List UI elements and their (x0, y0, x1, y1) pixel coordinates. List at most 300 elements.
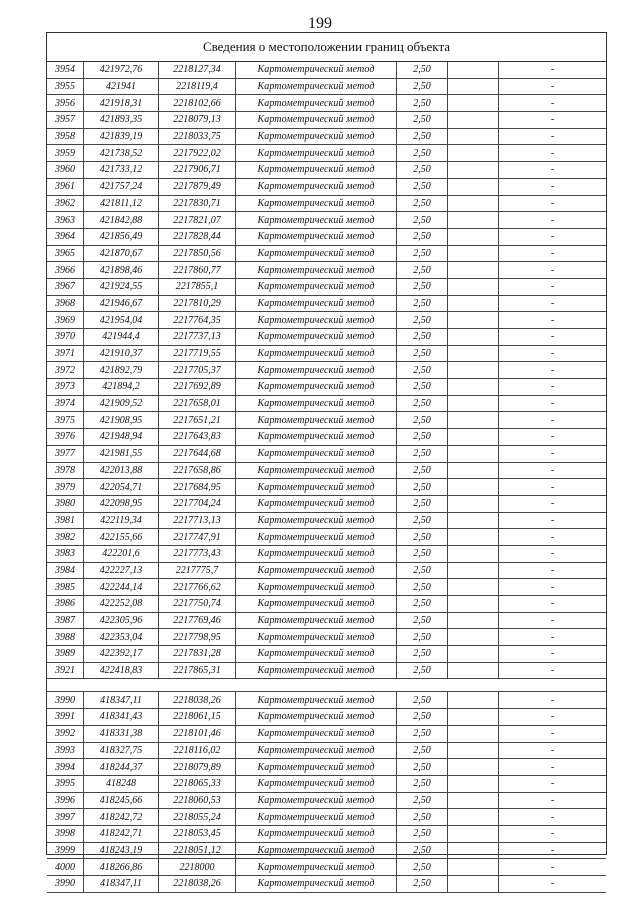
table-cell: - (499, 709, 607, 726)
table-cell: - (499, 262, 607, 279)
table-cell: 2,50 (397, 329, 448, 346)
table-cell: 2,50 (397, 445, 448, 462)
table-cell: 2,50 (397, 62, 448, 78)
table-cell: 3959 (47, 145, 84, 162)
table-cell: 2,50 (397, 379, 448, 396)
table-cell: 2,50 (397, 775, 448, 792)
table-cell: 2217705,37 (159, 362, 236, 379)
table-cell: Картометрический метод (236, 562, 397, 579)
table-cell: 3956 (47, 95, 84, 112)
table-cell: Картометрический метод (236, 379, 397, 396)
table-cell: 421870,67 (84, 245, 159, 262)
table-cell (448, 495, 499, 512)
table-cell: - (499, 412, 607, 429)
table-cell (448, 825, 499, 842)
table-row (47, 742, 606, 759)
table-cell: 3995 (47, 775, 84, 792)
table-cell (448, 95, 499, 112)
table-cell: 2,50 (397, 178, 448, 195)
table-cell: 2,50 (397, 646, 448, 663)
table-cell: 2,50 (397, 395, 448, 412)
table-cell: 2,50 (397, 529, 448, 546)
table-cell (448, 462, 499, 479)
table-cell (448, 629, 499, 646)
table-cell: 2,50 (397, 95, 448, 112)
table-cell: 3962 (47, 195, 84, 212)
table-cell: Картометрический метод (236, 646, 397, 663)
table-cell: Картометрический метод (236, 95, 397, 112)
table-cell: 421842,88 (84, 212, 159, 229)
table-cell: 2,50 (397, 709, 448, 726)
table-cell: 3957 (47, 112, 84, 129)
table-cell: Картометрический метод (236, 329, 397, 346)
table-cell: - (499, 445, 607, 462)
table-cell: 418242,71 (84, 825, 159, 842)
table-cell: Картометрический метод (236, 212, 397, 229)
table-cell: 2218033,75 (159, 128, 236, 145)
table-cell: Картометрический метод (236, 345, 397, 362)
table-cell: - (499, 395, 607, 412)
table-cell: 2,50 (397, 228, 448, 245)
table-cell: 2,50 (397, 662, 448, 679)
table-cell: - (499, 162, 607, 179)
table-cell: - (499, 362, 607, 379)
table-cell: 2217798,95 (159, 629, 236, 646)
table-cell: 2217855,1 (159, 278, 236, 295)
table-cell: - (499, 379, 607, 396)
table-cell: 3966 (47, 262, 84, 279)
table-row (47, 112, 606, 129)
table-cell: 422119,34 (84, 512, 159, 529)
table-cell: - (499, 859, 607, 876)
table-cell: - (499, 479, 607, 496)
table-cell: 422305,96 (84, 612, 159, 629)
table-cell: 3971 (47, 345, 84, 362)
table-cell: Картометрический метод (236, 579, 397, 596)
table-cell: 3982 (47, 529, 84, 546)
table-row (47, 278, 606, 295)
table-row (47, 379, 606, 396)
table-cell: 2217850,56 (159, 245, 236, 262)
table-cell (448, 759, 499, 776)
table-cell: 3974 (47, 395, 84, 412)
table-cell: 2,50 (397, 579, 448, 596)
table-cell: Картометрический метод (236, 295, 397, 312)
table-cell: Картометрический метод (236, 629, 397, 646)
table-cell: Картометрический метод (236, 709, 397, 726)
table-cell: - (499, 612, 607, 629)
table-cell (448, 775, 499, 792)
table-cell: - (499, 825, 607, 842)
table-row (47, 145, 606, 162)
table-cell: 3993 (47, 742, 84, 759)
table-cell: - (499, 295, 607, 312)
table-cell: 422098,95 (84, 495, 159, 512)
table-cell: 2218079,13 (159, 112, 236, 129)
table-cell: 2217766,62 (159, 579, 236, 596)
table-cell: 2,50 (397, 612, 448, 629)
table-cell: 422252,08 (84, 596, 159, 613)
table-cell: 2217704,24 (159, 495, 236, 512)
table-cell (448, 596, 499, 613)
table-cell: 2,50 (397, 112, 448, 129)
table-cell: 2218051,12 (159, 842, 236, 859)
table-cell: - (499, 495, 607, 512)
table-cell: 2217810,29 (159, 295, 236, 312)
table-cell: 2,50 (397, 295, 448, 312)
table-row (47, 709, 606, 726)
table-cell: 2217644,68 (159, 445, 236, 462)
table-row (47, 495, 606, 512)
table-cell: Картометрический метод (236, 775, 397, 792)
table-cell: 2,50 (397, 479, 448, 496)
table-cell: 2,50 (397, 562, 448, 579)
table-cell: 3985 (47, 579, 84, 596)
table-cell: - (499, 462, 607, 479)
table-cell: 3987 (47, 612, 84, 629)
table-cell: 2,50 (397, 725, 448, 742)
table-cell: 422418,83 (84, 662, 159, 679)
coordinates-table (47, 62, 606, 893)
table-cell: - (499, 809, 607, 826)
table-cell: Картометрический метод (236, 462, 397, 479)
table-cell: 3978 (47, 462, 84, 479)
table-cell (448, 662, 499, 679)
table-cell: 2,50 (397, 462, 448, 479)
table-cell: 421733,12 (84, 162, 159, 179)
table-row (47, 395, 606, 412)
table-cell (448, 329, 499, 346)
table-row (47, 825, 606, 842)
table-cell: 2217828,44 (159, 228, 236, 245)
page-number: 199 (308, 15, 332, 32)
table-cell: 2217769,46 (159, 612, 236, 629)
table-cell (448, 262, 499, 279)
table-cell: Картометрический метод (236, 278, 397, 295)
table-cell: 2217651,21 (159, 412, 236, 429)
table-row (47, 62, 606, 78)
table-cell: Картометрический метод (236, 859, 397, 876)
table-cell: 418245,66 (84, 792, 159, 809)
table-cell: 2218000 (159, 859, 236, 876)
table-cell: - (499, 545, 607, 562)
table-row (47, 809, 606, 826)
table-cell: - (499, 842, 607, 859)
table-cell: 2217764,35 (159, 312, 236, 329)
table-cell: 2,50 (397, 859, 448, 876)
table-cell: 2,50 (397, 145, 448, 162)
table-cell: 3961 (47, 178, 84, 195)
table-cell (448, 445, 499, 462)
table-cell: 2,50 (397, 312, 448, 329)
table-cell: 2,50 (397, 742, 448, 759)
table-cell: - (499, 759, 607, 776)
table-cell: - (499, 529, 607, 546)
table-cell: 418347,11 (84, 876, 159, 893)
table-cell: 2217922,02 (159, 145, 236, 162)
table-cell: - (499, 429, 607, 446)
table-cell: - (499, 62, 607, 78)
table-cell: 2218053,45 (159, 825, 236, 842)
table-row (47, 345, 606, 362)
table-cell: 2,50 (397, 195, 448, 212)
table-cell: - (499, 775, 607, 792)
table-cell (448, 278, 499, 295)
table-cell: - (499, 742, 607, 759)
table-cell: Картометрический метод (236, 145, 397, 162)
table-cell: 3958 (47, 128, 84, 145)
table-cell: 3983 (47, 545, 84, 562)
table-cell: Картометрический метод (236, 742, 397, 759)
table-cell: 2,50 (397, 212, 448, 229)
table-cell (448, 178, 499, 195)
table-cell: 2,50 (397, 692, 448, 709)
table-cell: Картометрический метод (236, 112, 397, 129)
table-cell (448, 112, 499, 129)
table-cell: 2217879,49 (159, 178, 236, 195)
section-title: Сведения о местоположении границ объекта (47, 33, 606, 62)
table-cell: 421757,24 (84, 178, 159, 195)
table-cell: 3979 (47, 479, 84, 496)
table-cell: 418327,75 (84, 742, 159, 759)
table-row (47, 662, 606, 679)
table-cell: 3999 (47, 842, 84, 859)
table-cell: 2218038,26 (159, 876, 236, 893)
table-cell: 2217821,07 (159, 212, 236, 229)
table-cell: Картометрический метод (236, 245, 397, 262)
table-row (47, 579, 606, 596)
table-cell: 2,50 (397, 809, 448, 826)
table-cell: Картометрический метод (236, 792, 397, 809)
table-cell: - (499, 78, 607, 95)
table-cell: 422227,13 (84, 562, 159, 579)
table-cell: 2217906,71 (159, 162, 236, 179)
table-row (47, 329, 606, 346)
table-cell: Картометрический метод (236, 479, 397, 496)
table-cell: 3963 (47, 212, 84, 229)
table-cell: 2,50 (397, 876, 448, 893)
table-cell: Картометрический метод (236, 128, 397, 145)
table-cell: 421908,95 (84, 412, 159, 429)
table-cell: 418243,19 (84, 842, 159, 859)
table-cell: 3960 (47, 162, 84, 179)
boundary-table-frame (46, 32, 607, 890)
table-cell: - (499, 145, 607, 162)
table-row (47, 545, 606, 562)
table-cell (448, 842, 499, 859)
table-cell: 2218061,15 (159, 709, 236, 726)
table-cell: 2217860,77 (159, 262, 236, 279)
table-cell: 2218038,26 (159, 692, 236, 709)
table-cell: 421898,46 (84, 262, 159, 279)
table-cell: Картометрический метод (236, 228, 397, 245)
table-cell: 2,50 (397, 412, 448, 429)
table-row (47, 759, 606, 776)
table-cell: 421924,55 (84, 278, 159, 295)
table-cell: 421944,4 (84, 329, 159, 346)
table-cell: Картометрический метод (236, 662, 397, 679)
table-row (47, 128, 606, 145)
table-cell: Картометрический метод (236, 495, 397, 512)
table-cell: 2,50 (397, 278, 448, 295)
table-cell: - (499, 629, 607, 646)
table-cell: Картометрический метод (236, 445, 397, 462)
table-cell: 2218102,66 (159, 95, 236, 112)
table-cell (448, 725, 499, 742)
table-row (47, 646, 606, 663)
table-cell: 421954,04 (84, 312, 159, 329)
table-cell: Картометрический метод (236, 612, 397, 629)
table-cell: - (499, 646, 607, 663)
table-cell: 3994 (47, 759, 84, 776)
table-cell: - (499, 195, 607, 212)
table-cell: 418266,86 (84, 859, 159, 876)
table-cell: 2,50 (397, 362, 448, 379)
table-cell (448, 312, 499, 329)
table-cell: - (499, 662, 607, 679)
table-cell: - (499, 579, 607, 596)
table-row (47, 775, 606, 792)
table-cell: 3980 (47, 495, 84, 512)
table-cell: 2,50 (397, 596, 448, 613)
table-row (47, 312, 606, 329)
table-cell (448, 612, 499, 629)
table-cell: 2217830,71 (159, 195, 236, 212)
table-cell (448, 512, 499, 529)
table-cell: 3984 (47, 562, 84, 579)
table-cell: Картометрический метод (236, 759, 397, 776)
table-cell: 2217658,86 (159, 462, 236, 479)
table-cell: 3975 (47, 412, 84, 429)
table-cell: 2,50 (397, 245, 448, 262)
table-cell: 421839,19 (84, 128, 159, 145)
table-cell: 3991 (47, 709, 84, 726)
table-cell: 2,50 (397, 842, 448, 859)
table-row (47, 212, 606, 229)
table-cell: 2218055,24 (159, 809, 236, 826)
table-cell: 3967 (47, 278, 84, 295)
table-cell (448, 646, 499, 663)
table-row (47, 262, 606, 279)
table-cell (448, 295, 499, 312)
table-cell: 421941 (84, 78, 159, 95)
table-cell: - (499, 178, 607, 195)
table-cell: Картометрический метод (236, 178, 397, 195)
table-cell: 422353,04 (84, 629, 159, 646)
table-row (47, 792, 606, 809)
table-cell: 3969 (47, 312, 84, 329)
table-cell: 2217692,89 (159, 379, 236, 396)
table-cell: 2218101,46 (159, 725, 236, 742)
table-cell: 421811,12 (84, 195, 159, 212)
table-cell: 3965 (47, 245, 84, 262)
table-row (47, 228, 606, 245)
table-cell (448, 529, 499, 546)
table-cell: - (499, 278, 607, 295)
table-cell (448, 162, 499, 179)
table-cell: 421893,35 (84, 112, 159, 129)
table-cell (448, 78, 499, 95)
table-row (47, 529, 606, 546)
table-cell: 2218127,34 (159, 62, 236, 78)
table-cell: 421909,52 (84, 395, 159, 412)
table-row (47, 295, 606, 312)
table-cell: 418331,38 (84, 725, 159, 742)
table-cell: 2218079,89 (159, 759, 236, 776)
table-cell (448, 212, 499, 229)
table-cell: 2217713,13 (159, 512, 236, 529)
table-cell: 418248 (84, 775, 159, 792)
table-cell (448, 809, 499, 826)
table-cell: Картометрический метод (236, 429, 397, 446)
table-cell (448, 792, 499, 809)
table-cell: 421910,37 (84, 345, 159, 362)
table-cell: 2,50 (397, 495, 448, 512)
table-row (47, 462, 606, 479)
table-cell: - (499, 725, 607, 742)
table-cell: Картометрический метод (236, 78, 397, 95)
table-cell: 3921 (47, 662, 84, 679)
table-cell: 421946,67 (84, 295, 159, 312)
table-cell (448, 395, 499, 412)
table-cell: 418341,43 (84, 709, 159, 726)
table-cell: 3970 (47, 329, 84, 346)
table-cell: 2,50 (397, 792, 448, 809)
table-cell: - (499, 128, 607, 145)
table-row (47, 596, 606, 613)
table-row (47, 842, 606, 859)
table-cell: 2,50 (397, 162, 448, 179)
table-cell: 2,50 (397, 512, 448, 529)
table-cell: Картометрический метод (236, 395, 397, 412)
table-cell: Картометрический метод (236, 62, 397, 78)
table-cell: 421972,76 (84, 62, 159, 78)
table-cell: - (499, 112, 607, 129)
table-cell: - (499, 312, 607, 329)
table-cell: 421918,31 (84, 95, 159, 112)
table-cell: 2218060,53 (159, 792, 236, 809)
table-cell: 3977 (47, 445, 84, 462)
table-cell: 422155,66 (84, 529, 159, 546)
table-cell: 2217865,31 (159, 662, 236, 679)
table-cell: 2,50 (397, 629, 448, 646)
table-cell: Картометрический метод (236, 195, 397, 212)
table-cell: 3996 (47, 792, 84, 809)
table-row (47, 362, 606, 379)
table-cell: - (499, 512, 607, 529)
table-cell: Картометрический метод (236, 512, 397, 529)
table-cell: 2217750,74 (159, 596, 236, 613)
table-cell: - (499, 95, 607, 112)
table-cell: 421948,94 (84, 429, 159, 446)
table-cell: 2217684,95 (159, 479, 236, 496)
table-cell: 422244,14 (84, 579, 159, 596)
table-cell (448, 709, 499, 726)
table-cell: 2,50 (397, 262, 448, 279)
table-row (47, 876, 606, 893)
table-cell: - (499, 596, 607, 613)
table-row (47, 562, 606, 579)
table-cell: - (499, 876, 607, 893)
table-cell (448, 128, 499, 145)
table-cell: 2217658,01 (159, 395, 236, 412)
table-cell: 3954 (47, 62, 84, 78)
table-cell: 4000 (47, 859, 84, 876)
table-cell: - (499, 792, 607, 809)
table-cell: 2,50 (397, 825, 448, 842)
table-row (47, 195, 606, 212)
table-cell: 2,50 (397, 545, 448, 562)
